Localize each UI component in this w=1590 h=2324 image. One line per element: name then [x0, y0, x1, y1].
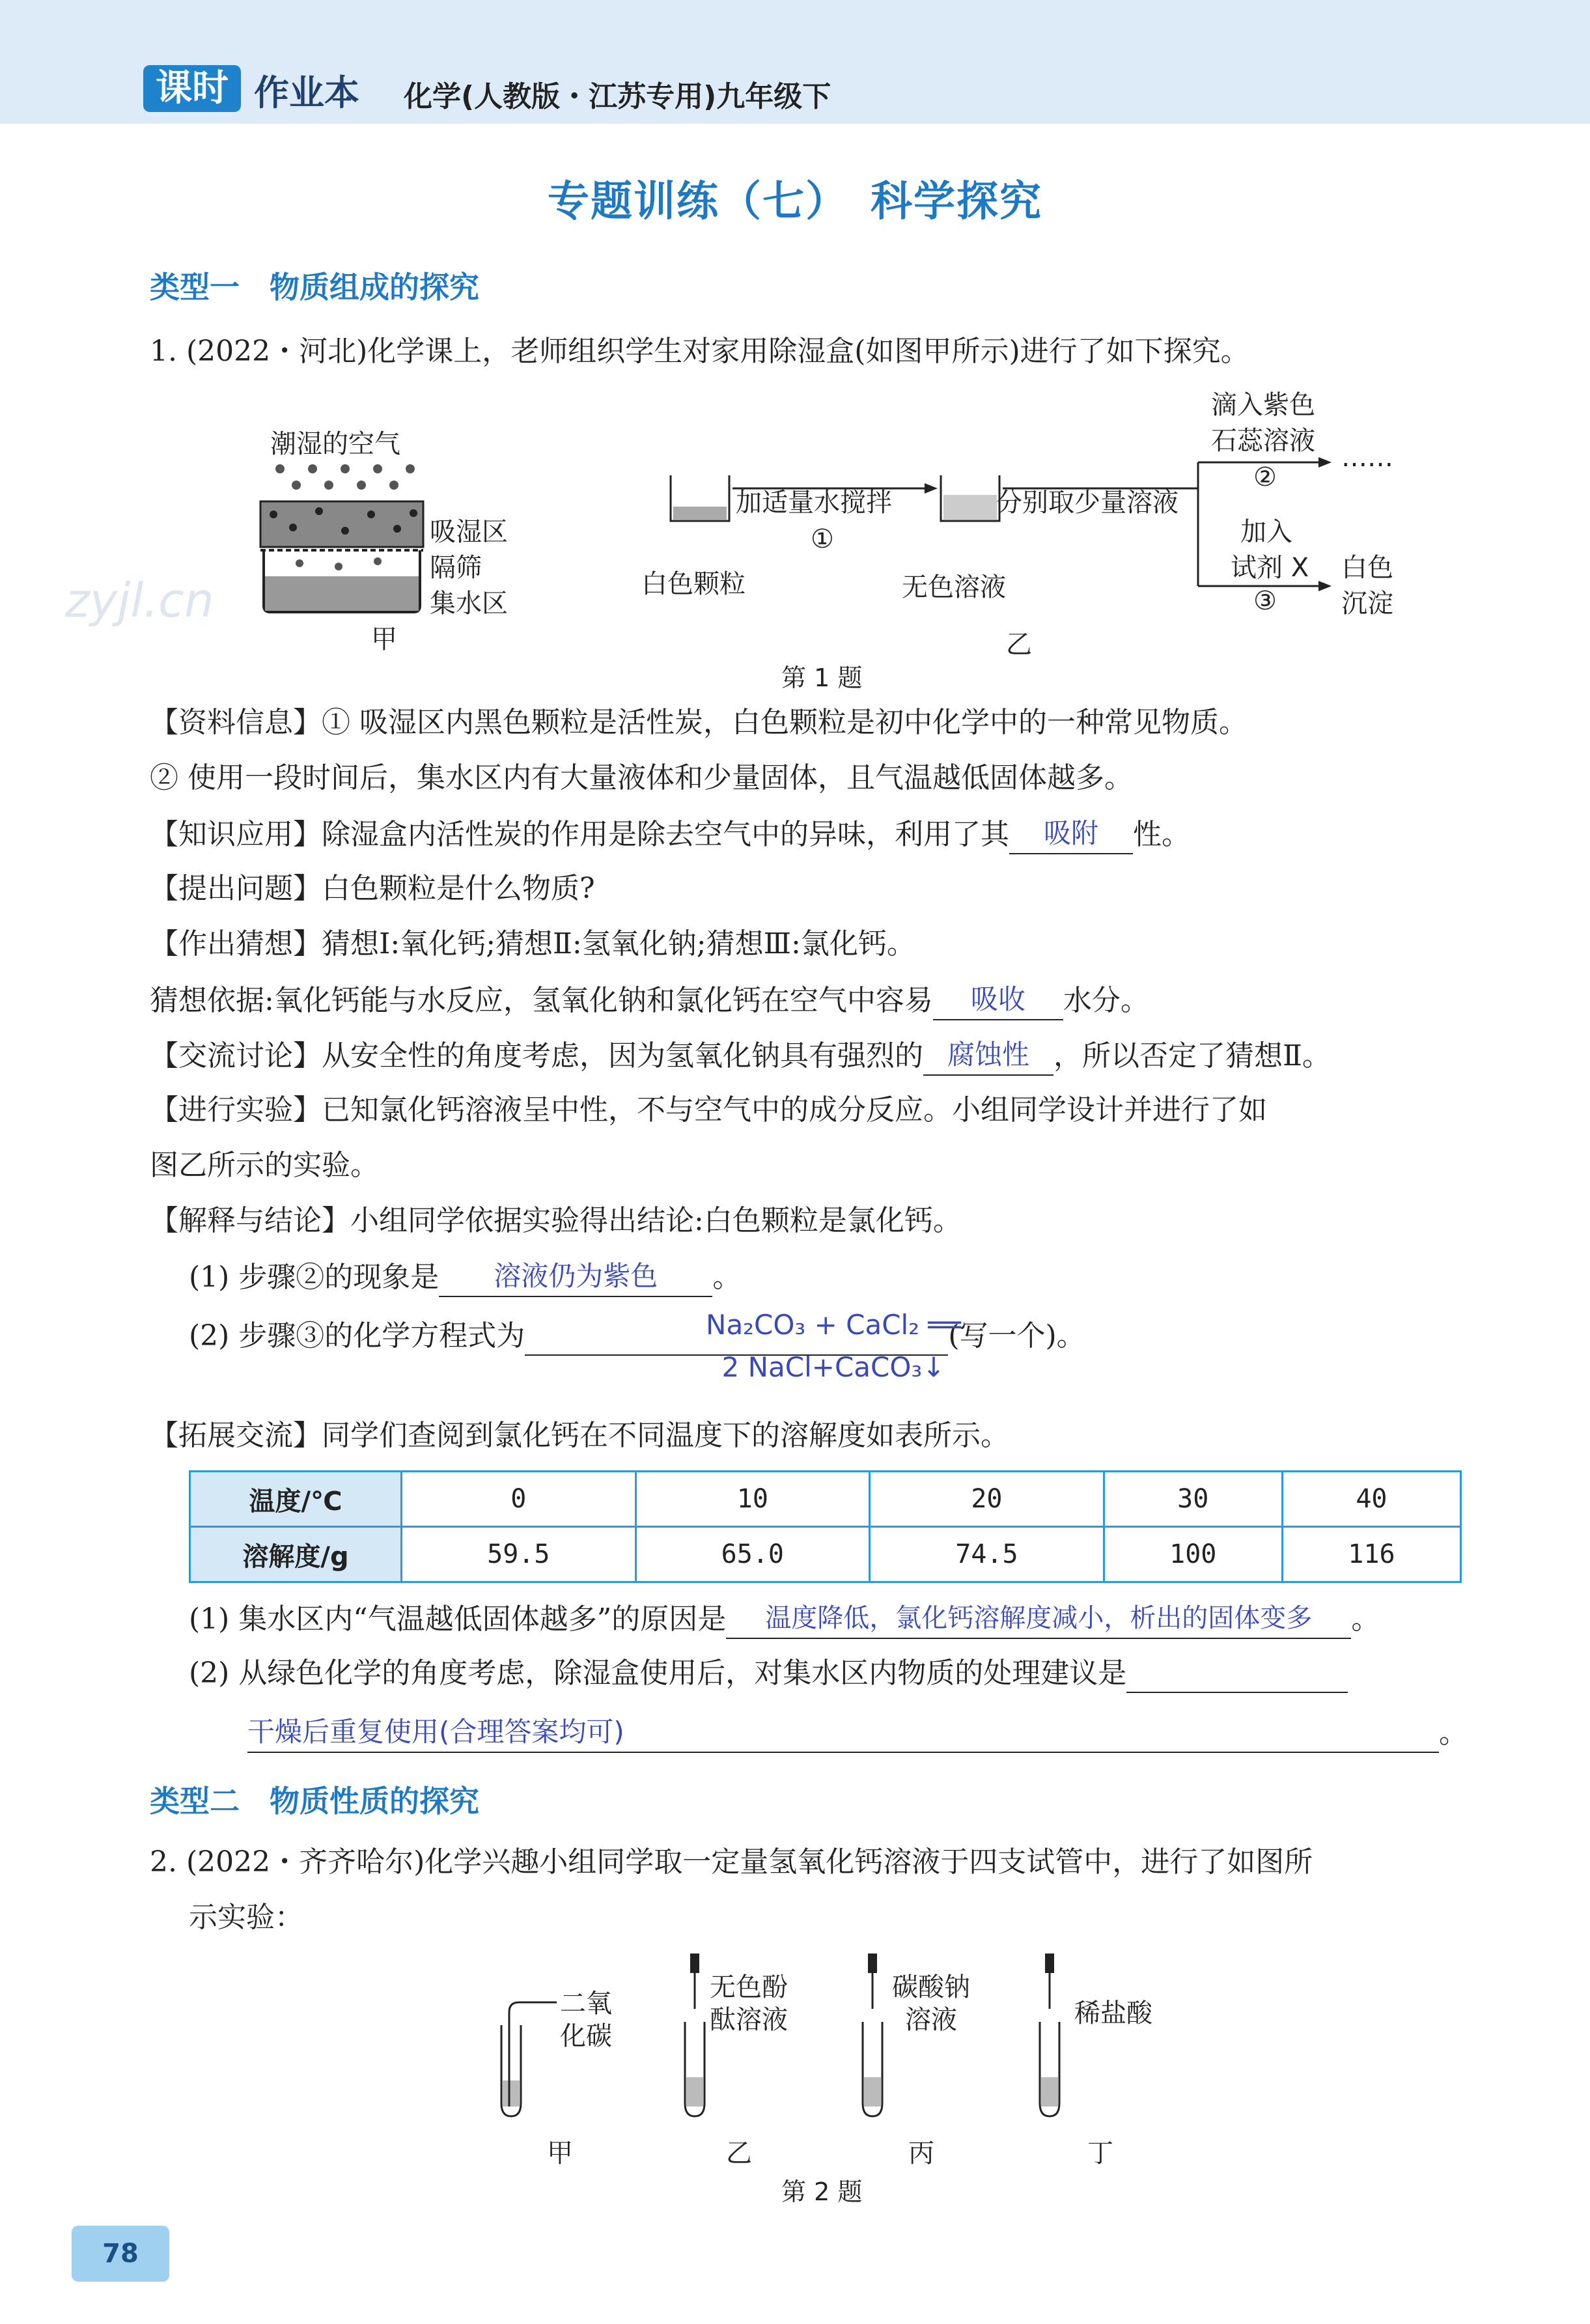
answer-blank-adsorb: 吸附	[1009, 814, 1133, 854]
section-heading-2: 类型二 物质性质的探究	[150, 1784, 479, 1819]
q1-step2-text: (1) 步骤②的现象是	[189, 1261, 439, 1294]
fig-jia-zone-water: 集水区	[430, 589, 508, 619]
q1-application: 【知识应用】除湿盒内活性炭的作用是除去空气中的异味，利用了其 吸附 性。	[150, 814, 1190, 854]
equation-line-1: Na₂CO₃ + CaCl₂ ══	[706, 1309, 961, 1341]
q1-experiment-1: 【进行实验】已知氯化钙溶液呈中性，不与空气中的成分反应。小组同学设计并进行了如	[150, 1093, 1267, 1127]
tube3-label-a: 碳酸钠	[892, 1972, 970, 2002]
q2-stem-1: 2. (2022・齐齐哈尔)化学兴趣小组同学取一定量氢氧化钙溶液于四支试管中，进行了如图所	[150, 1845, 1313, 1879]
fig-yi-branch3-a: 加入	[1240, 517, 1292, 547]
table-cell: 0	[402, 1472, 636, 1527]
dehumidifier-diagram	[247, 456, 443, 619]
q1-ext2-answer-line: 干燥后重复使用(合理答案均可) 。	[247, 1713, 1468, 1753]
fig-yi-branch2-end: ……	[1341, 443, 1393, 473]
watermark: zyjl.cn	[65, 573, 214, 628]
table-row	[190, 1527, 1461, 1582]
q1-step3: (2) 步骤③的化学方程式为 (写一个)。	[189, 1315, 1085, 1356]
fig-yi-step1-no: ①	[811, 524, 834, 554]
table-row	[190, 1472, 1461, 1527]
equation-line-2: 2 NaCl+CaCO₃↓	[721, 1351, 945, 1383]
q1-ext2	[189, 1654, 1348, 1693]
table-cell: 100	[1104, 1527, 1282, 1582]
fig-jia-zone-absorb: 吸湿区	[430, 517, 508, 547]
table-cell: 30	[1104, 1472, 1282, 1527]
tube-label-bing: 丙	[908, 2138, 934, 2168]
tube-label-yi: 乙	[726, 2138, 752, 2168]
q1-discussion: 【交流讨论】从安全性的角度考虑，因为氢氧化钠具有强烈的 腐蚀性 ，所以否定了猜想Ⅱ。	[150, 1035, 1331, 1076]
fig-jia-label: 甲	[371, 624, 397, 654]
solubility-table	[189, 1470, 1462, 1583]
answer-blank-purple: 溶液仍为紫色	[439, 1257, 712, 1297]
table-cell: 59.5	[402, 1527, 636, 1582]
fig-jia-air-label: 潮湿的空气	[270, 429, 400, 459]
tube1-label-a: 二氧	[560, 1989, 612, 2019]
q1-info1: 【资料信息】① 吸湿区内黑色颗粒是活性炭，白色颗粒是初中化学中的一种常见物质。	[150, 706, 1248, 739]
q1-step2: (1) 步骤②的现象是 溶液仍为紫色 。	[189, 1257, 741, 1297]
fig-yi-start: 白色颗粒	[641, 569, 746, 599]
table-cell: 116	[1282, 1527, 1460, 1582]
table-cell: 40	[1282, 1472, 1460, 1527]
q1-discussion-text: 【交流讨论】从安全性的角度考虑，因为氢氧化钠具有强烈的	[150, 1039, 923, 1072]
fig-yi-branch3-no: ③	[1253, 586, 1277, 616]
fig-yi-label: 乙	[1006, 630, 1032, 660]
tube2-label-b: 酞溶液	[710, 2005, 788, 2035]
fig-yi-branch2-b: 石蕊溶液	[1211, 426, 1315, 456]
table-cell: 10	[635, 1472, 870, 1527]
section-heading-1: 类型一 物质组成的探究	[150, 270, 479, 305]
fig-yi-end-a: 白色	[1341, 553, 1393, 583]
table-cell: 74.5	[870, 1527, 1104, 1582]
q1-step3-text: (2) 步骤③的化学方程式为	[189, 1319, 525, 1352]
fig1-caption: 第 1 题	[781, 664, 863, 692]
q1-info2: ② 使用一段时间后，集水区内有大量液体和少量固体，且气温越低固体越多。	[150, 761, 1133, 794]
answer-blank-corrosive: 腐蚀性	[923, 1035, 1053, 1076]
tube2-label-a: 无色酚	[710, 1972, 788, 2002]
fig-yi-step1: 加适量水搅拌	[736, 488, 892, 518]
table-cell: 20	[870, 1472, 1104, 1527]
table-cell: 65.0	[635, 1527, 870, 1582]
q1-application-text: 【知识应用】除湿盒内活性炭的作用是除去空气中的异味，利用了其	[150, 818, 1009, 851]
q1-basis: 猜想依据:氧化钙能与水反应，氢氧化钠和氯化钙在空气中容易 吸收 水分。	[150, 980, 1149, 1020]
subject-title: 化学(人教版・江苏专用)九年级下	[404, 80, 831, 113]
q2-stem-2: 示实验：	[189, 1901, 303, 1934]
q1-question: 【提出问题】白色颗粒是什么物质?	[150, 872, 595, 905]
table-cell: 溶解度/g	[190, 1527, 402, 1582]
q1-basis-text: 猜想依据:氧化钙能与水反应，氢氧化钠和氯化钙在空气中容易	[150, 984, 933, 1017]
q1-ext1-text: (1) 集水区内“气温越低固体越多”的原因是	[189, 1603, 727, 1636]
fig-yi-split: 分别取少量溶液	[996, 488, 1179, 518]
table-cell: 温度/℃	[190, 1472, 402, 1527]
fig-yi-branch2-a: 滴入紫色	[1211, 390, 1315, 420]
tube4-label: 稀盐酸	[1074, 1998, 1152, 2028]
q1-ext2-text: (2) 从绿色化学的角度考虑，除湿盒使用后，对集水区内物质的处理建议是	[189, 1657, 1127, 1690]
q1-experiment-2: 图乙所示的实验。	[150, 1149, 379, 1182]
brand-logo: 课时	[143, 65, 241, 112]
answer-blank-reason: 温度降低，氯化钙溶解度减小，析出的固体变多	[726, 1599, 1351, 1639]
tube-label-ding: 丁	[1087, 2138, 1113, 2168]
answer-blank-absorb: 吸收	[933, 980, 1063, 1020]
fig-yi-end-b: 沉淀	[1341, 589, 1393, 619]
fig-yi-mid: 无色溶液	[902, 572, 1006, 602]
answer-blank-suggestion: 干燥后重复使用(合理答案均可)	[247, 1713, 1439, 1753]
page-title: 专题训练（七） 科学探究	[548, 178, 1042, 226]
q1-stem: 1. (2022・河北)化学课上，老师组织学生对家用除湿盒(如图甲所示)进行了如下探究。	[150, 335, 1249, 368]
tube3-label-b: 溶液	[905, 2005, 957, 2035]
q1-conclusion: 【解释与结论】小组同学依据实验得出结论:白色颗粒是氯化钙。	[150, 1204, 962, 1237]
fig-yi-branch2-no: ②	[1253, 462, 1277, 492]
page-number: 78	[72, 2226, 169, 2282]
q1-extension: 【拓展交流】同学们查阅到氯化钙在不同温度下的溶解度如表所示。	[150, 1419, 1009, 1452]
fig2-caption: 第 2 题	[781, 2177, 863, 2206]
brand-name: 作业本	[254, 72, 359, 113]
tube1-label-b: 化碳	[560, 2021, 612, 2051]
q1-guess: 【作出猜想】猜想Ⅰ:氧化钙;猜想Ⅱ:氢氧化钠;猜想Ⅲ:氯化钙。	[150, 927, 915, 960]
tube-label-jia: 甲	[547, 2138, 573, 2168]
fig-yi-branch3-b: 试剂 X	[1231, 553, 1309, 583]
q1-ext1: (1) 集水区内“气温越低固体越多”的原因是 温度降低，氯化钙溶解度减小，析出的固体变多 。	[189, 1599, 1380, 1639]
fig-jia-zone-screen: 隔筛	[430, 553, 482, 583]
